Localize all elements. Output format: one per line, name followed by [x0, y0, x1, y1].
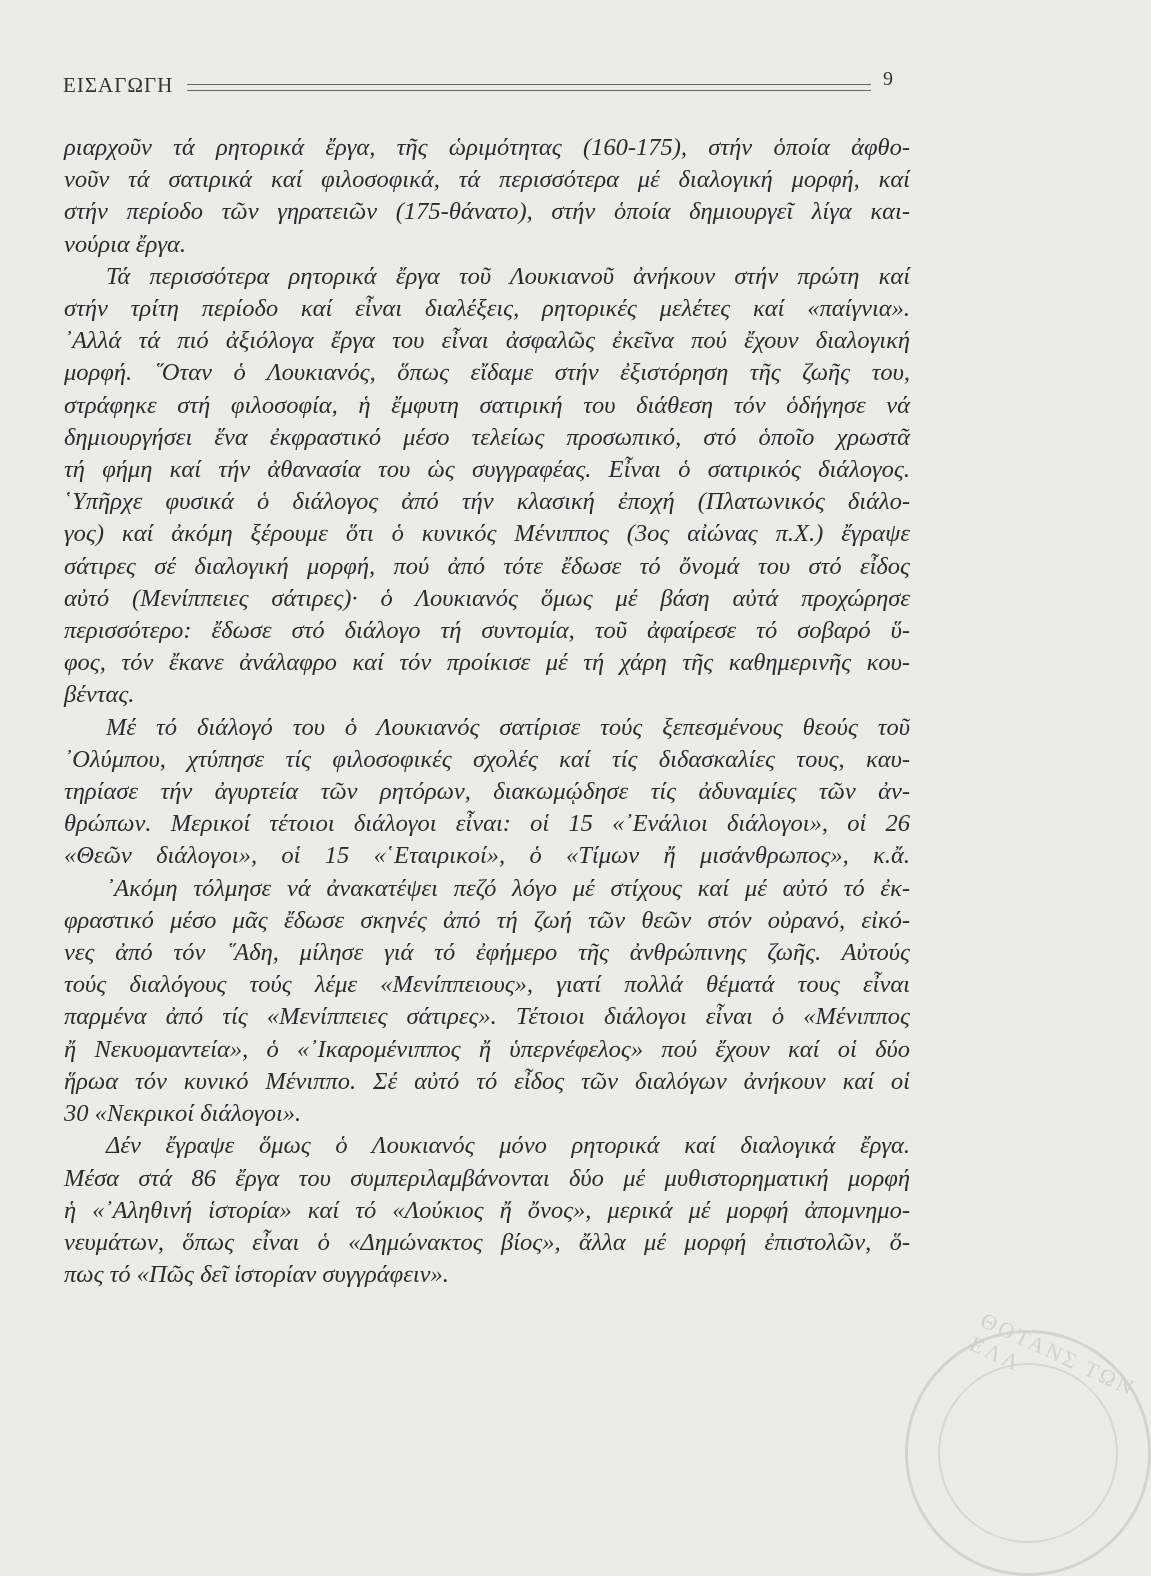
text-line: ᾿Ακόμη τόλμησε νά ἀνακατέψει πεζό λόγο μέ στίχους καί μέ αὐτό τό ἐκ- — [106, 874, 910, 902]
text-line: βέντας. — [64, 681, 135, 709]
text-line: φος, τόν ἔκανε ἀνάλαφρο καί τόν προίκισε μέ τή χάρη τῆς καθημερινῆς κου- — [64, 649, 910, 677]
text-line: τή φήμη καί τήν ἀθανασία του ὡς συγγραφέας. Εἶναι ὁ σατιρικός διάλογος. — [64, 456, 910, 484]
text-line: θρώπων. Μερικοί τέτοιοι διάλογοι εἶναι: οἱ 15 «᾿Ενάλιοι διάλογοι», οἱ 26 — [64, 810, 910, 838]
text-line: παρμένα ἀπό τίς «Μενίππειες σάτιρες». Τέτοιοι διάλογοι εἶναι ὁ «Μένιππος — [64, 1003, 910, 1031]
text-line: γος) καί ἀκόμη ξέρουμε ὅτι ὁ κυνικός Μένιππος (3ος αἰώνας π.Χ.) ἔγραψε — [64, 520, 910, 548]
stamp-text: ΘΟΤΑΝΣ ΤΩΝ ΕΛΛ — [965, 1307, 1141, 1402]
page-number: 9 — [883, 67, 893, 90]
text-line: μορφή. ῞Οταν ὁ Λουκιανός, ὅπως εἴδαμε στήν ἐξιστόρηση τῆς ζωῆς του, — [64, 359, 910, 387]
text-line: ᾿Ολύμπου, χτύπησε τίς φιλοσοφικές σχολές καί τίς διδασκαλίες τους, καυ- — [64, 745, 910, 773]
text-line: 30 «Νεκρικοί διάλογοι». — [64, 1100, 302, 1128]
text-line: ἥρωα τόν κυνικό Μένιππο. Σέ αὐτό τό εἶδος τῶν διαλόγων ἀνήκουν καί οἱ — [64, 1067, 910, 1095]
text-line: σάτιρες σέ διαλογική μορφή, πού ἀπό τότε ἔδωσε τό ὄνομά του στό εἶδος — [64, 552, 910, 580]
text-line: στήν περίοδο τῶν γηρατειῶν (175-θάνατο), στήν ὁποία δημιουργεῖ λίγα και- — [64, 198, 910, 226]
text-line: δημιουργήσει ἕνα ἐκφραστικό μέσο τελείως προσωπικό, στό ὁποῖο χρωστᾶ — [64, 423, 910, 451]
text-line: περισσότερο: ἔδωσε στό διάλογο τή συντομία, τοῦ ἀφαίρεσε τό σοβαρό ὕ- — [64, 617, 910, 645]
text-line: νοῦν τά σατιρικά καί φιλοσοφικά, τά περισσότερα μέ διαλογική μορφή, καί — [64, 166, 910, 194]
text-line: πως τό «Πῶς δεῖ ἱστορίαν συγγράφειν». — [64, 1261, 449, 1289]
text-line: ἡ «᾿Αληθινή ἱστορία» καί τό «Λούκιος ἤ ὄνος», μερικά μέ μορφή ἀπομνημο- — [64, 1196, 910, 1224]
text-line: Δέν ἔγραψε ὅμως ὁ Λουκιανός μόνο ρητορικά καί διαλογικά ἔργα. — [106, 1132, 910, 1160]
text-line: ῾Υπῆρχε φυσικά ὁ διάλογος ἀπό τήν κλασική ἐποχή (Πλατωνικός διάλο- — [64, 488, 910, 516]
text-line: ριαρχοῦν τά ρητορικά ἔργα, τῆς ὡριμότητας (160-175), στήν ὁποία ἀφθο- — [64, 134, 910, 161]
text-line: ᾿Αλλά τά πιό ἀξιόλογα ἔργα του εἶναι ἀσφαλῶς ἐκεῖνα πού ἔχουν διαλογική — [64, 327, 910, 355]
text-line: νευμάτων, ὅπως εἶναι ὁ «Δημώνακτος βίος», ἄλλα μέ μορφή ἐπιστολῶν, ὅ- — [64, 1228, 910, 1256]
text-line: «Θεῶν διάλογοι», οἱ 15 «῾Εταιρικοί», ὁ «Τίμων ἤ μισάνθρωπος», κ.ἄ. — [64, 842, 910, 870]
library-stamp — [905, 1307, 1151, 1576]
running-header — [63, 67, 893, 100]
text-line: Τά περισσότερα ρητορικά ἔργα τοῦ Λουκιανοῦ ἀνήκουν στήν πρώτη καί — [106, 262, 910, 290]
text-line: Μέσα στά 86 ἔργα του συμπεριλαμβάνονται δύο μέ μυθιστορηματική μορφή — [64, 1164, 910, 1192]
text-line: τηρίασε τήν ἀγυρτεία τῶν ρητόρων, διακωμῴδησε τίς ἀδυναμίες τῶν ἀν- — [64, 778, 910, 806]
chapter-title: ΕΙΣΑΓΩΓΗ — [63, 72, 174, 97]
text-line: τούς διαλόγους τούς λέμε «Μενίππειους», γιατί πολλά θέματά τους εἶναι — [64, 971, 910, 999]
body-text — [64, 132, 910, 1291]
text-line: αὐτό (Μενίππειες σάτιρες)· ὁ Λουκιανός ὅμως μέ βάση αὐτά προχώρησε — [64, 584, 910, 612]
text-line: φραστικό μέσο μᾶς ἔδωσε σκηνές ἀπό τή ζωή τῶν θεῶν στόν οὐρανό, εἰκό- — [64, 906, 910, 934]
text-line: στήν τρίτη περίοδο καί εἶναι διαλέξεις, ρητορικές μελέτες καί «παίγνια». — [64, 295, 910, 323]
text-line: Μέ τό διάλογό του ὁ Λουκιανός σατίρισε τούς ξεπεσμένους θεούς τοῦ — [106, 713, 910, 741]
text-line: νες ἀπό τόν ῞Αδη, μίλησε γιά τό ἐφήμερο τῆς ἀνθρώπινης ζωῆς. Αὐτούς — [64, 939, 910, 967]
text-line: ἤ Νεκυομαντεία», ὁ «᾿Ικαρομένιππος ἤ ὑπερνέφελος» πού ἔχουν καί οἱ δύο — [64, 1035, 910, 1063]
text-line: στράφηκε στή φιλοσοφία, ἡ ἔμφυτη σατιρική του διάθεση τόν ὁδήγησε νά — [64, 391, 910, 419]
text-line: νούρια ἔργα. — [64, 230, 186, 258]
header-rule — [187, 84, 871, 91]
